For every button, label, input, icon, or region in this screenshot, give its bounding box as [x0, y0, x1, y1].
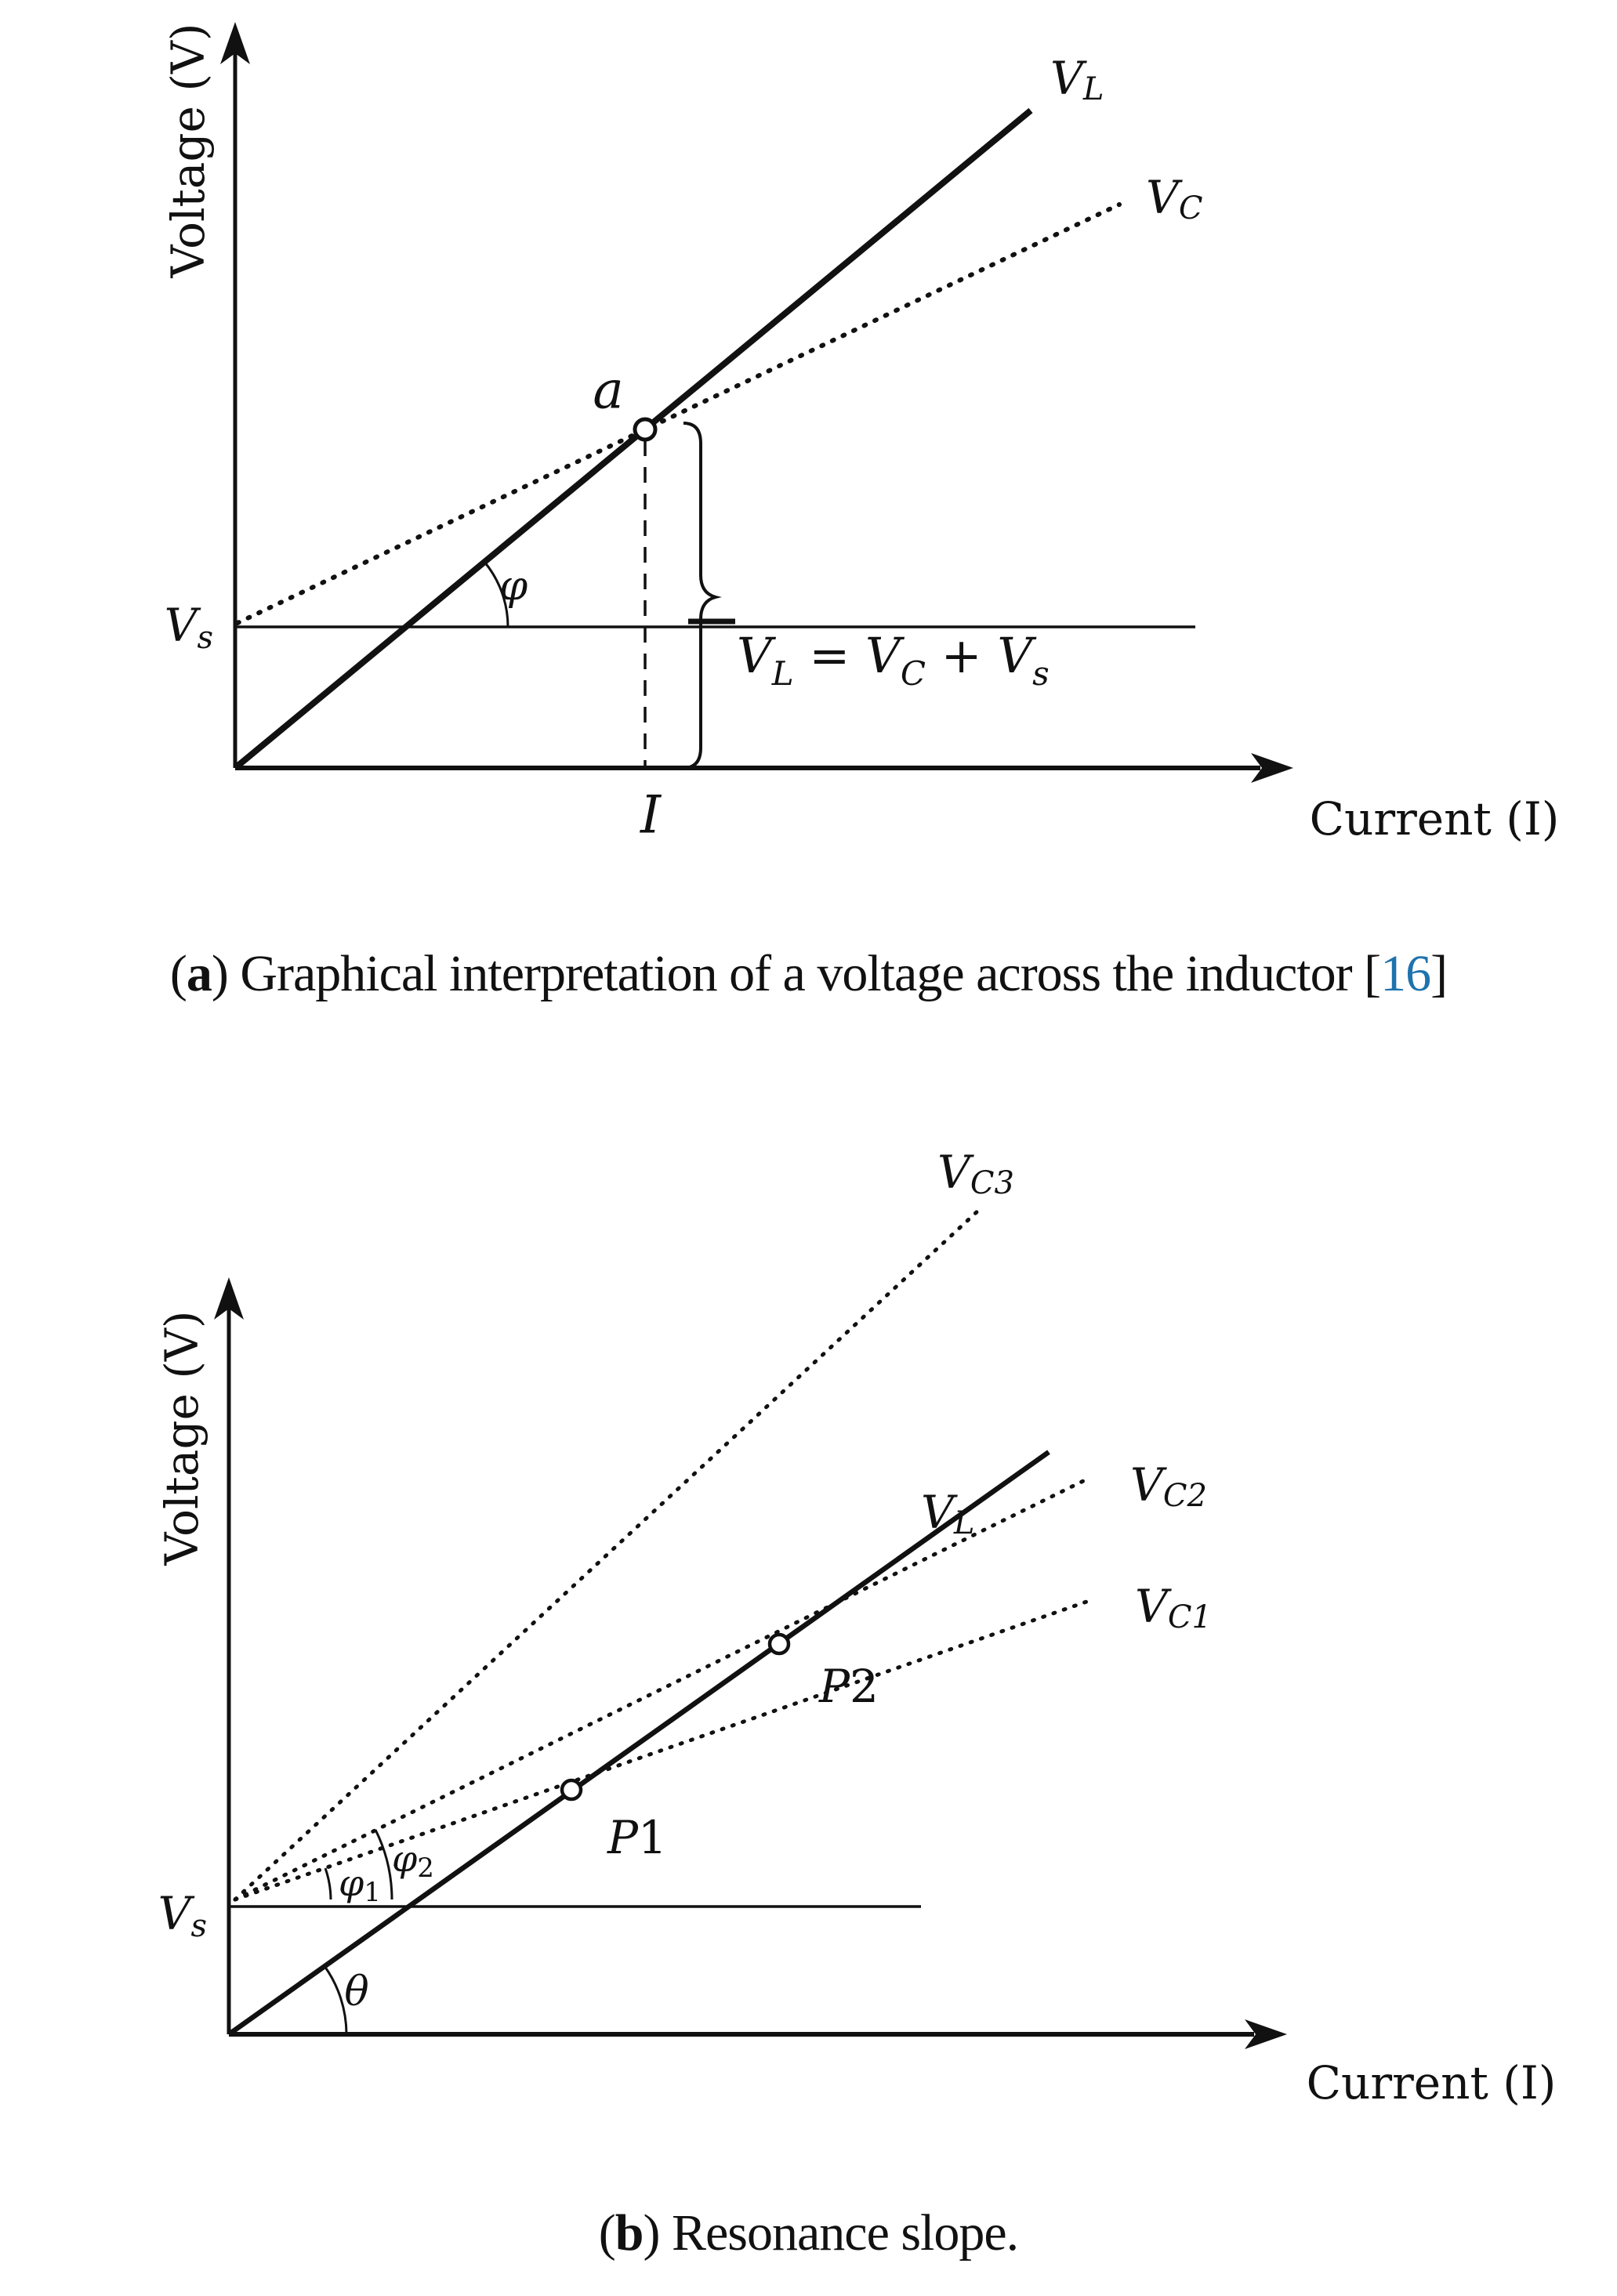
b-p1-label: P1	[607, 1811, 667, 1864]
caption-b-letter: b	[615, 2204, 644, 2262]
a-brace	[683, 423, 716, 768]
b-y-axis-title: Voltage (V)	[155, 1310, 208, 1566]
caption-b-paren: (	[598, 2204, 615, 2262]
a-vl-label: VL	[1050, 52, 1104, 107]
a-current-value-label: I	[640, 784, 662, 846]
caption-a-bracket-close: ]	[1430, 945, 1448, 1002]
caption-b	[0, 2204, 1617, 2263]
b-vc3-line	[235, 1210, 979, 1899]
caption-a-citation-link[interactable]: 16	[1380, 945, 1431, 1002]
b-p2-marker	[770, 1635, 789, 1653]
a-y-axis-title: Voltage (V)	[161, 23, 215, 278]
caption-a-letter: a	[186, 945, 212, 1002]
caption-b-text: ) Resonance slope.	[643, 2204, 1019, 2262]
caption-a	[0, 944, 1617, 1004]
b-vc3-label: VC3	[937, 1146, 1014, 1201]
b-vc1-label: VC1	[1135, 1580, 1212, 1635]
caption-a-text: ) Graphical interpretation of a voltage across the inductor [	[211, 945, 1381, 1002]
b-vl-line	[229, 1452, 1049, 2034]
a-equation: VL = VC + Vs	[737, 627, 1050, 693]
panel-a-plot	[0, 0, 1617, 885]
b-vs-label: Vs	[158, 1887, 207, 1944]
b-phi1-label: φ1	[339, 1862, 381, 1908]
a-vs-label: Vs	[164, 599, 213, 656]
b-vc2-label: VC2	[1130, 1458, 1207, 1514]
b-p2-label: P2	[819, 1660, 879, 1713]
b-theta-arc	[324, 1966, 346, 2034]
b-x-axis-title: Current (I)	[1306, 2056, 1557, 2109]
b-phi2-label: φ2	[392, 1838, 434, 1884]
a-vc-line	[237, 205, 1119, 623]
panel-b-plot	[0, 1097, 1617, 2139]
a-point-label: a	[593, 360, 624, 421]
b-p1-marker	[562, 1780, 581, 1799]
b-vl-label: VL	[921, 1486, 975, 1541]
caption-a-paren: (	[169, 945, 187, 1002]
a-phi-label: φ	[499, 563, 528, 610]
a-point-marker	[635, 419, 655, 440]
a-vc-label: VC	[1146, 171, 1203, 226]
b-phi1-arc	[325, 1868, 331, 1899]
a-x-axis-title: Current (I)	[1309, 792, 1560, 846]
b-theta-label: θ	[344, 1968, 369, 2015]
